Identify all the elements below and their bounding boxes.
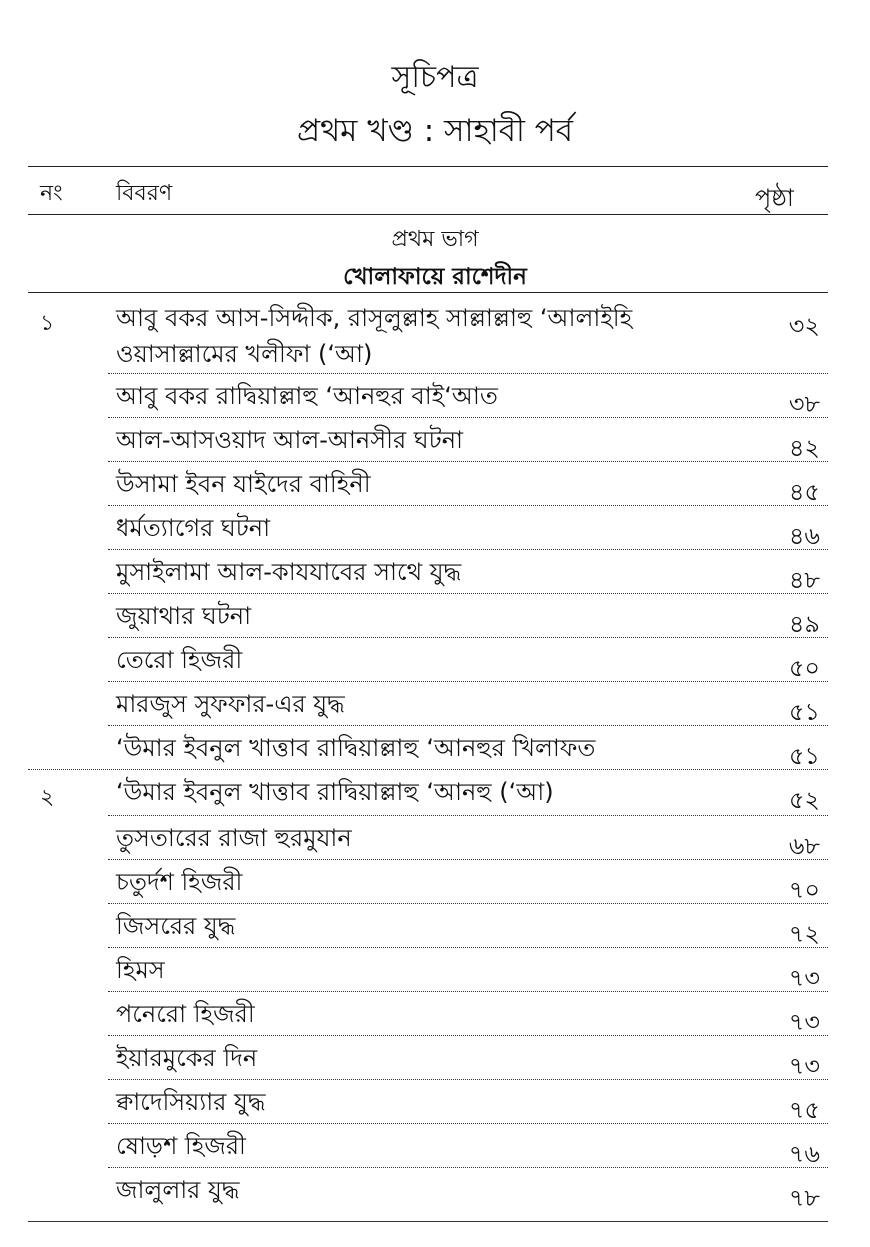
toc-entry-page: ৪৯ bbox=[788, 610, 820, 638]
header-bottom-rule bbox=[28, 214, 828, 215]
toc-entry-page: ৪৫ bbox=[788, 478, 820, 506]
toc-entry bbox=[0, 726, 870, 770]
toc-entry-page: ৫০ bbox=[788, 654, 820, 682]
toc-entry bbox=[0, 550, 870, 594]
toc-entry-page: ৭৮ bbox=[788, 1184, 820, 1212]
toc-entry bbox=[0, 1036, 870, 1080]
toc-entry bbox=[0, 594, 870, 638]
part-label: প্রথম ভাগ bbox=[391, 227, 479, 252]
toc-entry-title: তুসতারের রাজা হুরমুযান bbox=[116, 824, 352, 852]
toc-entry-title: ধর্মত্যাগের ঘটনা bbox=[116, 514, 271, 542]
toc-entry bbox=[0, 418, 870, 462]
header-top-rule bbox=[28, 166, 828, 167]
toc-entry-page: ৫১ bbox=[788, 742, 820, 770]
column-description-header: বিবরণ bbox=[116, 181, 173, 206]
toc-entry-title: মারজুস সুফফার-এর যুদ্ধ bbox=[116, 690, 345, 718]
toc-entry bbox=[0, 816, 870, 860]
toc-entry-number: ২ bbox=[40, 785, 55, 810]
row-divider bbox=[28, 1221, 828, 1222]
toc-entry-title: ষোড়শ হিজরী bbox=[116, 1132, 246, 1160]
toc-entry-page: ৪২ bbox=[788, 434, 820, 462]
toc-entry-title: পনেরো হিজরী bbox=[116, 1000, 255, 1028]
toc-entry-title: জালুলার যুদ্ধ bbox=[116, 1176, 240, 1204]
toc-entry-title: চতুর্দশ হিজরী bbox=[116, 868, 243, 896]
table-header bbox=[0, 170, 870, 210]
toc-entry-title: মুসাইলামা আল-কাযযাবের সাথে যুদ্ধ bbox=[116, 558, 462, 586]
toc-entry-title: ইয়ারমুকের দিন bbox=[116, 1044, 258, 1072]
toc-entry-page: ৩৮ bbox=[788, 390, 820, 418]
toc-entry-title: ক্বাদেসিয়্যার যুদ্ধ bbox=[116, 1088, 266, 1116]
toc-entry bbox=[0, 638, 870, 682]
toc-entry bbox=[0, 770, 870, 816]
toc-entry bbox=[0, 860, 870, 904]
toc-entry-number: ১ bbox=[40, 311, 55, 336]
toc-entry bbox=[0, 506, 870, 550]
toc-entry-page: ৭২ bbox=[788, 920, 820, 948]
page-title: সূচিপত্র bbox=[391, 60, 479, 95]
toc-entry-title: ‘উমার ইবনুল খাত্তাব রাদ্বিয়াল্লাহু ‘আনহুর খিলাফত bbox=[116, 734, 596, 762]
toc-entry-page: ৫১ bbox=[788, 698, 820, 726]
toc-entry-title: উসামা ইবন যাইদের বাহিনী bbox=[116, 470, 371, 498]
toc-entry-page: ৪৮ bbox=[788, 566, 820, 594]
toc-entry bbox=[0, 992, 870, 1036]
toc-entry bbox=[0, 1080, 870, 1124]
toc-entry-title: জুয়াথার ঘটনা bbox=[116, 602, 252, 630]
toc-entry-title: আল-আসওয়াদ আল-আনসীর ঘটনা bbox=[116, 426, 463, 454]
toc-entry-page: ৪৬ bbox=[788, 522, 820, 550]
toc-entry-page: ৭০ bbox=[788, 876, 820, 904]
toc-entry-title: তেরো হিজরী bbox=[116, 646, 243, 674]
toc-entry bbox=[0, 948, 870, 992]
toc-entry-page: ৫২ bbox=[788, 786, 820, 814]
column-page-header: পৃষ্ঠা bbox=[755, 184, 794, 212]
part-name: খোলাফায়ে রাশেদীন bbox=[343, 264, 527, 290]
toc-entry-page: ৭৩ bbox=[788, 964, 820, 992]
toc-entry bbox=[0, 296, 870, 374]
toc-entry-title: জিসরের যুদ্ধ bbox=[116, 912, 236, 940]
toc-entry-title: আবু বকর আস-সিদ্দীক, রাসূলুল্লাহ সাল্লাল্লাহু ‘আলাইহি ওয়াসাল্লামের খলীফা (‘আ) bbox=[116, 304, 633, 368]
toc-entry-title: হিমস bbox=[116, 956, 165, 984]
part-rule bbox=[28, 292, 828, 293]
toc-entry bbox=[0, 1124, 870, 1168]
column-number-header: নং bbox=[40, 181, 63, 206]
toc-entry bbox=[0, 682, 870, 726]
toc-entry-page: ৩২ bbox=[788, 312, 820, 340]
toc-entry bbox=[0, 374, 870, 418]
toc-entry-page: ৭৫ bbox=[788, 1096, 820, 1124]
toc-entry-title: আবু বকর রাদ্বিয়াল্লাহু ‘আনহুর বাই‘আত bbox=[116, 382, 498, 410]
toc-entry-title: ‘উমার ইবনুল খাত্তাব রাদ্বিয়াল্লাহু ‘আনহু (‘আ) bbox=[116, 778, 554, 806]
toc-entry-page: ৭৩ bbox=[788, 1052, 820, 1080]
toc-entry bbox=[0, 904, 870, 948]
volume-subtitle: প্রথম খণ্ড : সাহাবী পর্ব bbox=[296, 113, 574, 149]
toc-entry bbox=[0, 462, 870, 506]
toc-entry bbox=[0, 1168, 870, 1222]
toc-entry-page: ৭৬ bbox=[788, 1140, 820, 1168]
toc-entry-page: ৭৩ bbox=[788, 1008, 820, 1036]
toc-entry-page: ৬৮ bbox=[788, 832, 820, 860]
